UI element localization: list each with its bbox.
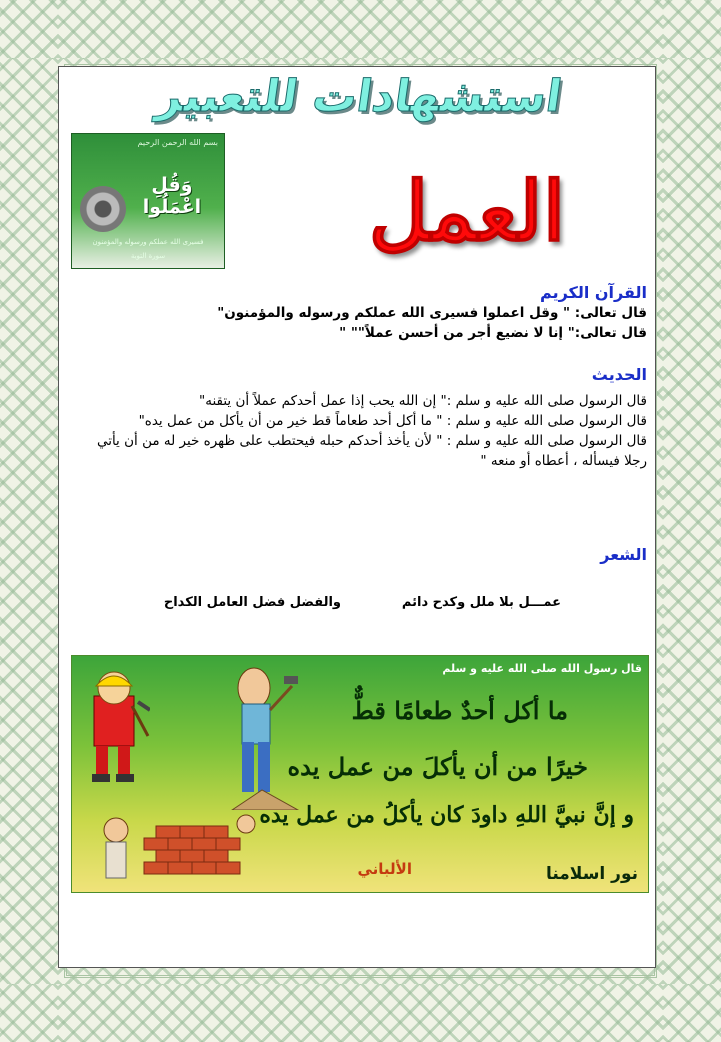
hammer-worker-icon (222, 660, 302, 810)
poem-hemistich-2: والفضل فضل العامل الكداح (163, 595, 341, 610)
hadith-illustration (71, 655, 649, 893)
scene-line-3: و إنَّ نبيَّ اللهِ داودَ كان يأكلُ من عمل يده (259, 802, 634, 828)
hadith-heading: الحديث (591, 365, 647, 384)
poetry-heading: الشعر (600, 545, 647, 564)
document-page (58, 66, 656, 968)
scene-source: الألباني (357, 860, 412, 878)
scene-line-1: ما أكل أحدٌ طعامًا قطٌّ (351, 696, 568, 725)
banner-title: استشهادات للتعبير (153, 71, 565, 122)
card-continuation: فسيرى الله عملكم ورسوله والمؤمنون (92, 238, 204, 246)
scene-line-2: خيرًا من أن يأكلَ من عمل يده (287, 752, 588, 781)
hadith-line-1: قال الرسول صلى الله عليه و سلم :" إن الله يحب إذا عمل أحدكم عملاً أن يتقنه" (199, 393, 647, 409)
verse-card-image (71, 133, 225, 269)
quran-line: قال تعالى: " وقل اعملوا فسيرى الله عملكم ورسوله والمؤمنون" (217, 305, 647, 321)
poetry-section (77, 545, 647, 565)
main-title: العمل (368, 164, 566, 260)
scene-header: قال رسول الله صلى الله عليه و سلم (442, 662, 642, 675)
bricklayer-icon (96, 806, 256, 886)
hadith-line (77, 391, 647, 411)
card-verse: وَقُلِ اعْمَلُوا (142, 174, 202, 218)
poem-hemistich-1: عمـــل بلا ملل وكدح دائم (401, 595, 561, 610)
card-surah: سورة التوبة (130, 252, 166, 260)
builder-cartoon-icon (80, 666, 150, 786)
hadith-line-3: قال الرسول صلى الله عليه و سلم : " لأن يأخذ أحدكم حبله فيحتطب على ظهره خير له من أن يأتي رجلا فيسأله ، أعطاه أو منعه " (96, 433, 647, 469)
hadith-line (77, 411, 647, 431)
gears-icon (80, 186, 126, 232)
quran-line: قال تعالى:" إنا لا نضيع أجر من أحسن عملاً"" " (339, 325, 647, 341)
quran-section (77, 283, 647, 343)
card-basmala: بسم الله الرحمن الرحيم (137, 138, 218, 147)
hadith-line-2: قال الرسول صلى الله عليه و سلم : " ما أكل أحد طعاماً قط خير من أن يأكل من عمل يده" (138, 413, 647, 429)
scene-signature: نور اسلامنا (545, 864, 638, 884)
hadith-section (77, 365, 647, 471)
hadith-line (77, 431, 647, 471)
quran-heading: القرآن الكريم (540, 283, 647, 302)
